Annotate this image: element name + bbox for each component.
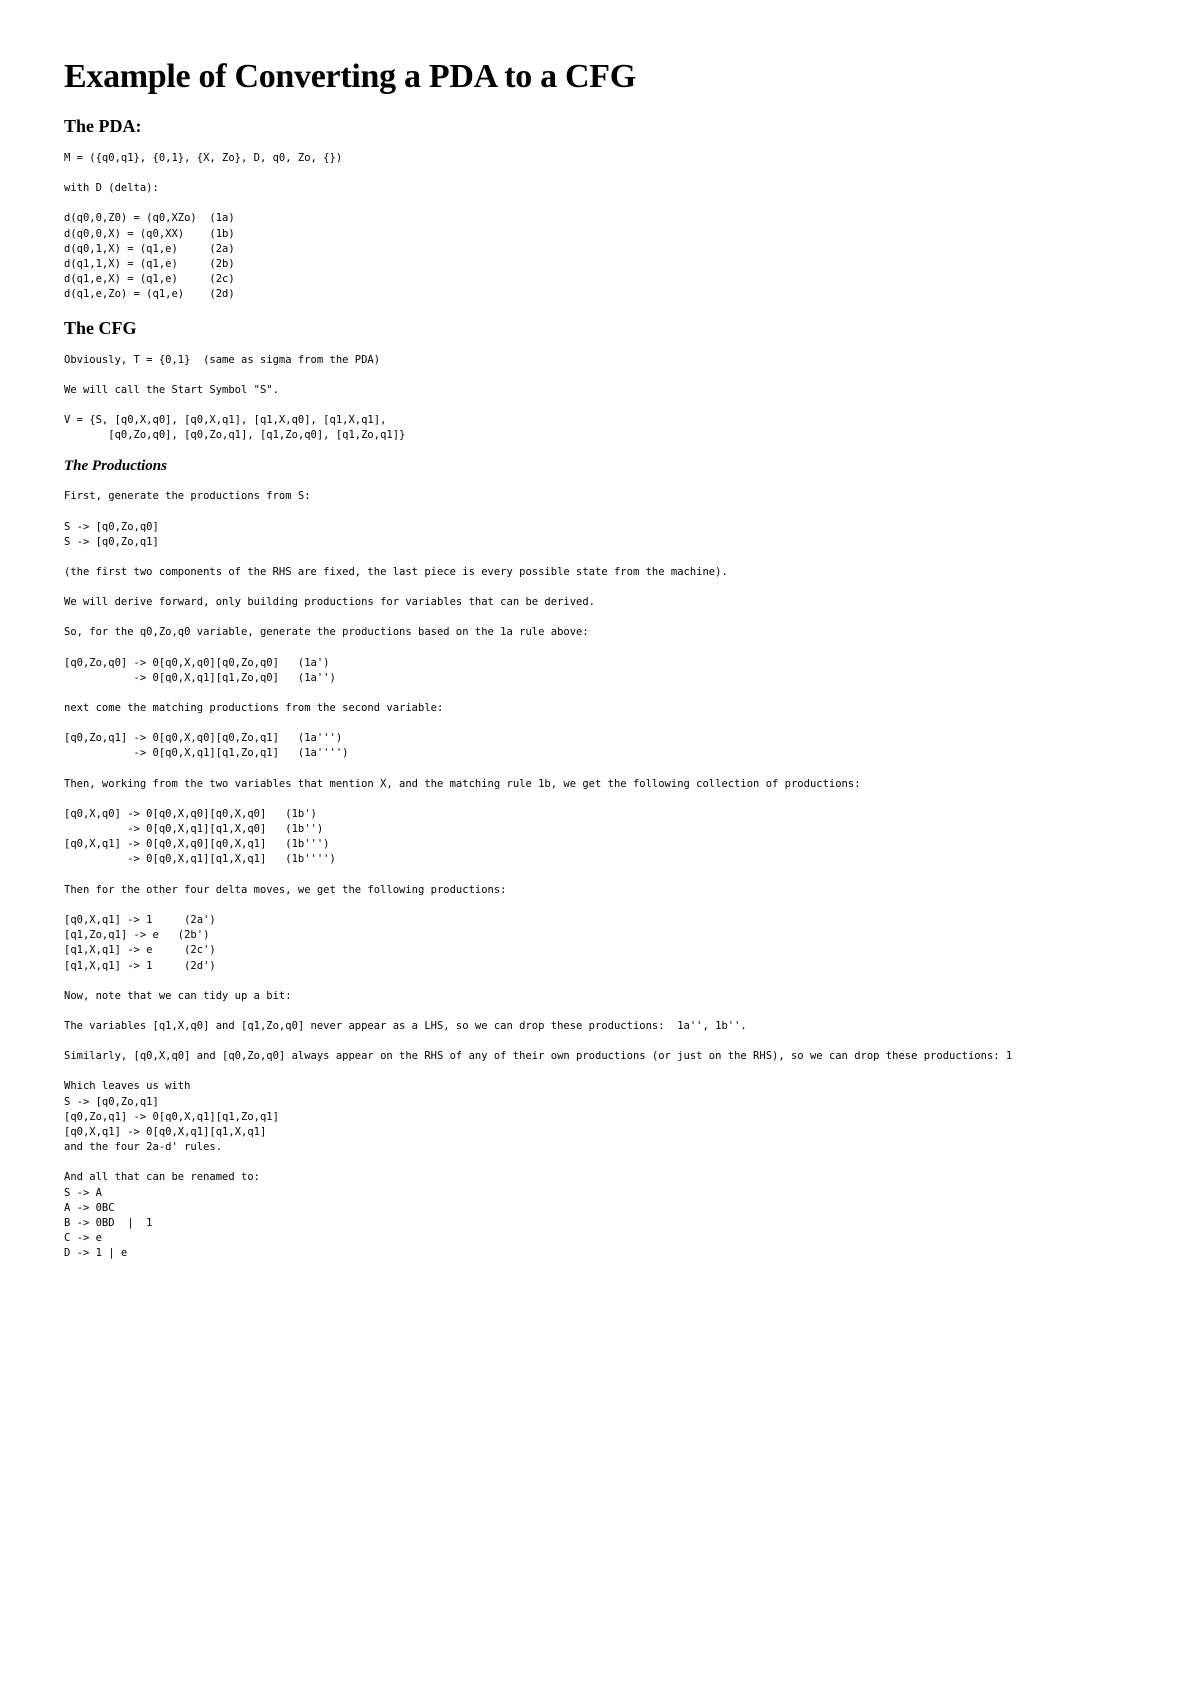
drop-lhs-note: The variables [q1,X,q0] and [q1,Zo,q0] never appear as a LHS, so we can drop these productions: 1a'', 1b''.	[64, 1019, 747, 1032]
rhs-note: (the first two components of the RHS are fixed, the last piece is every possible state from the machine).	[64, 566, 728, 579]
x-productions: [q0,X,q0] -> 0[q0,X,q0][q0,X,q0] (1b') -> 0[q0,X,q1][q1,X,q0] (1b'') [q0,X,q1] -> 0[q0,X,q0][q0,X,q1] (1b''') -> 0[q0,X,q1][q1,X,q1] (1b'''')	[64, 807, 336, 866]
drop-rhs-note: Similarly, [q0,X,q0] and [q0,Zo,q0] always appear on the RHS of any of their own productions (or just on the RHS), so we can drop these productions: 1	[64, 1050, 1013, 1063]
terminals-text: Obviously, T = {0,1} (same as sigma from the PDA)	[64, 353, 381, 366]
document-page	[64, 58, 1184, 1277]
generate-intro: First, generate the productions from S:	[64, 490, 311, 503]
delta-moves-intro: Then for the other four delta moves, we get the following productions:	[64, 883, 507, 896]
variables-set: V = {S, [q0,X,q0], [q0,X,q1], [q1,X,q0], [q1,X,q1], [q0,Zo,q0], [q0,Zo,q1], [q1,Zo,q0], [q1,Zo,q1]}	[64, 414, 406, 442]
pda-definition: M = ({q0,q1}, {0,1}, {X, Zo}, D, q0, Zo, {})	[64, 152, 343, 164]
tidy-intro: Now, note that we can tidy up a bit:	[64, 989, 292, 1002]
page-title: Example of Converting a PDA to a CFG	[64, 58, 636, 95]
q0zoq1-productions: [q0,Zo,q1] -> 0[q0,X,q0][q0,Zo,q1] (1a''') -> 0[q0,X,q1][q1,Zo,q1] (1a'''')	[64, 732, 349, 760]
q0zoq0-intro: So, for the q0,Zo,q0 variable, generate the productions based on the 1a rule above:	[64, 626, 589, 639]
start-symbol-text: We will call the Start Symbol "S".	[64, 383, 279, 396]
delta-intro: with D (delta):	[64, 182, 159, 195]
cfg-heading: The CFG	[64, 317, 137, 338]
renamed-grammar: And all that can be renamed to: S -> A A -> 0BC B -> 0BD | 1 C -> e D -> 1 | e	[64, 1171, 260, 1260]
s-productions: S -> [q0,Zo,q0] S -> [q0,Zo,q1]	[64, 520, 159, 548]
derive-note: We will derive forward, only building productions for variables that can be derived.	[64, 596, 596, 609]
q0zoq0-productions: [q0,Zo,q0] -> 0[q0,X,q0][q0,Zo,q0] (1a') -> 0[q0,X,q1][q1,Zo,q0] (1a'')	[64, 656, 336, 684]
x-intro: Then, working from the two variables that mention X, and the matching rule 1b, we get the following collection of productions:	[64, 777, 861, 790]
delta-productions: [q0,X,q1] -> 1 (2a') [q1,Zo,q1] -> e (2b') [q1,X,q1] -> e (2c') [q1,X,q1] -> 1 (2d')	[64, 913, 216, 972]
delta-rules: d(q0,0,Z0) = (q0,XZo) (1a) d(q0,0,X) = (q0,XX) (1b) d(q0,1,X) = (q1,e) (2a) d(q1,1,X) = (q1,e) (2b) d(q1,e,X) = (q1,e) (2c) d(q1,e,Zo) = (q1,e) (2d)	[64, 212, 235, 301]
productions-heading: The Productions	[64, 458, 167, 475]
matching-intro: next come the matching productions from the second variable:	[64, 702, 444, 715]
pda-heading: The PDA:	[64, 116, 142, 136]
remaining-productions: Which leaves us with S -> [q0,Zo,q1] [q0,Zo,q1] -> 0[q0,X,q1][q1,Zo,q1] [q0,X,q1] -> 0[q0,X,q1][q1,X,q1] and the four 2a-d' rules.	[64, 1080, 279, 1154]
